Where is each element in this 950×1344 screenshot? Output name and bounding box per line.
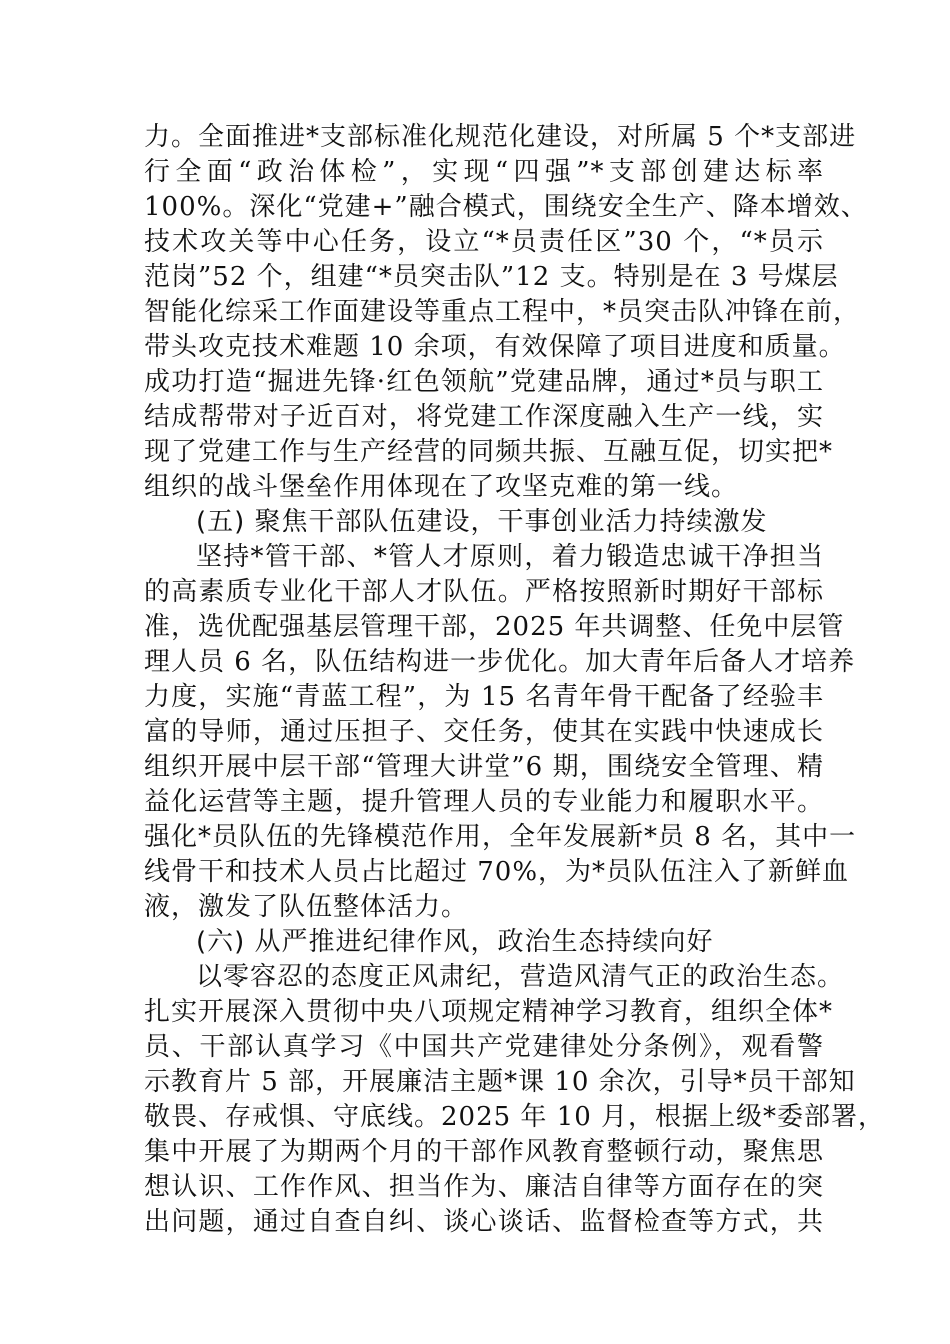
paragraph-line: 益化运营等主题，提升管理人员的专业能力和履职水平。 (144, 787, 824, 817)
paragraph-line: 现了党建工作与生产经营的同频共振、互融互促，切实把* (144, 437, 834, 467)
section-heading: (五) 聚焦干部队伍建设，干事创业活力持续激发 (196, 507, 768, 537)
paragraph-line: 坚持*管干部、*管人才原则，着力锻造忠诚干净担当 (196, 542, 824, 572)
paragraph-line: 出问题，通过自查自纠、谈心谈话、监督检查等方式，共 (144, 1207, 824, 1237)
paragraph-line: 以零容忍的态度正风肃纪，营造风清气正的政治生态。 (196, 962, 845, 992)
paragraph-line: 理人员 6 名，队伍结构进一步优化。加大青年后备人才培养 (144, 647, 856, 677)
paragraph-line: 力。全面推进*支部标准化规范化建设，对所属 5 个*支部进 (144, 122, 857, 152)
paragraph-line: 成功打造“掘进先锋·红色领航”党建品牌，通过*员与职工 (144, 367, 824, 397)
paragraph-line: 富的导师，通过压担子、交任务，使其在实践中快速成长 (144, 717, 824, 747)
paragraph-line: 技术攻关等中心任务，设立“*员责任区”30 个，“*员示 (144, 227, 824, 257)
paragraph-line: 员、干部认真学习《中国共产党建律处分条例》，观看警 (144, 1032, 824, 1062)
paragraph-line: 的高素质专业化干部人才队伍。严格按照新时期好干部标 (144, 577, 824, 607)
paragraph-line: 行全面“政治体检”，实现“四强”*支部创建达标率 (144, 157, 824, 187)
paragraph-line: 组织的战斗堡垒作用体现在了攻坚克难的第一线。 (144, 472, 739, 502)
paragraph-line: 液，激发了队伍整体活力。 (144, 892, 469, 922)
paragraph-line: 智能化综采工作面建设等重点工程中，*员突击队冲锋在前， (144, 297, 861, 327)
paragraph-line: 想认识、工作作风、担当作为、廉洁自律等方面存在的突 (144, 1172, 824, 1202)
paragraph-line: 准，选优配强基层管理干部，2025 年共调整、任免中层管 (144, 612, 845, 642)
paragraph-line: 带头攻克技术难题 10 余项，有效保障了项目进度和质量。 (144, 332, 846, 362)
paragraph-line: 线骨干和技术人员占比超过 70%，为*员队伍注入了新鲜血 (144, 857, 850, 887)
paragraph-line: 组织开展中层干部“管理大讲堂”6 期，围绕安全管理、精 (144, 752, 824, 782)
paragraph-line: 结成帮带对子近百对，将党建工作深度融入生产一线，实 (144, 402, 824, 432)
paragraph-line: 范岗”52 个，组建“*员突击队”12 支。特别是在 3 号煤层 (144, 262, 839, 292)
paragraph-line: 示教育片 5 部，开展廉洁主题*课 10 余次，引导*员干部知 (144, 1067, 856, 1097)
paragraph-line: 力度，实施“青蓝工程”，为 15 名青年骨干配备了经验丰 (144, 682, 824, 712)
paragraph-line: 敬畏、存戒惧、守底线。2025 年 10 月，根据上级*委部署， (144, 1102, 886, 1132)
paragraph-line: 集中开展了为期两个月的干部作风教育整顿行动，聚焦思 (144, 1137, 824, 1167)
paragraph-line: 强化*员队伍的先锋模范作用，全年发展新*员 8 名，其中一 (144, 822, 857, 852)
paragraph-line: 100%。深化“党建+”融合模式，围绕安全生产、降本增效、 (144, 192, 868, 222)
section-heading: (六) 从严推进纪律作风，政治生态持续向好 (196, 927, 714, 957)
paragraph-line: 扎实开展深入贯彻中央八项规定精神学习教育，组织全体* (144, 997, 834, 1027)
